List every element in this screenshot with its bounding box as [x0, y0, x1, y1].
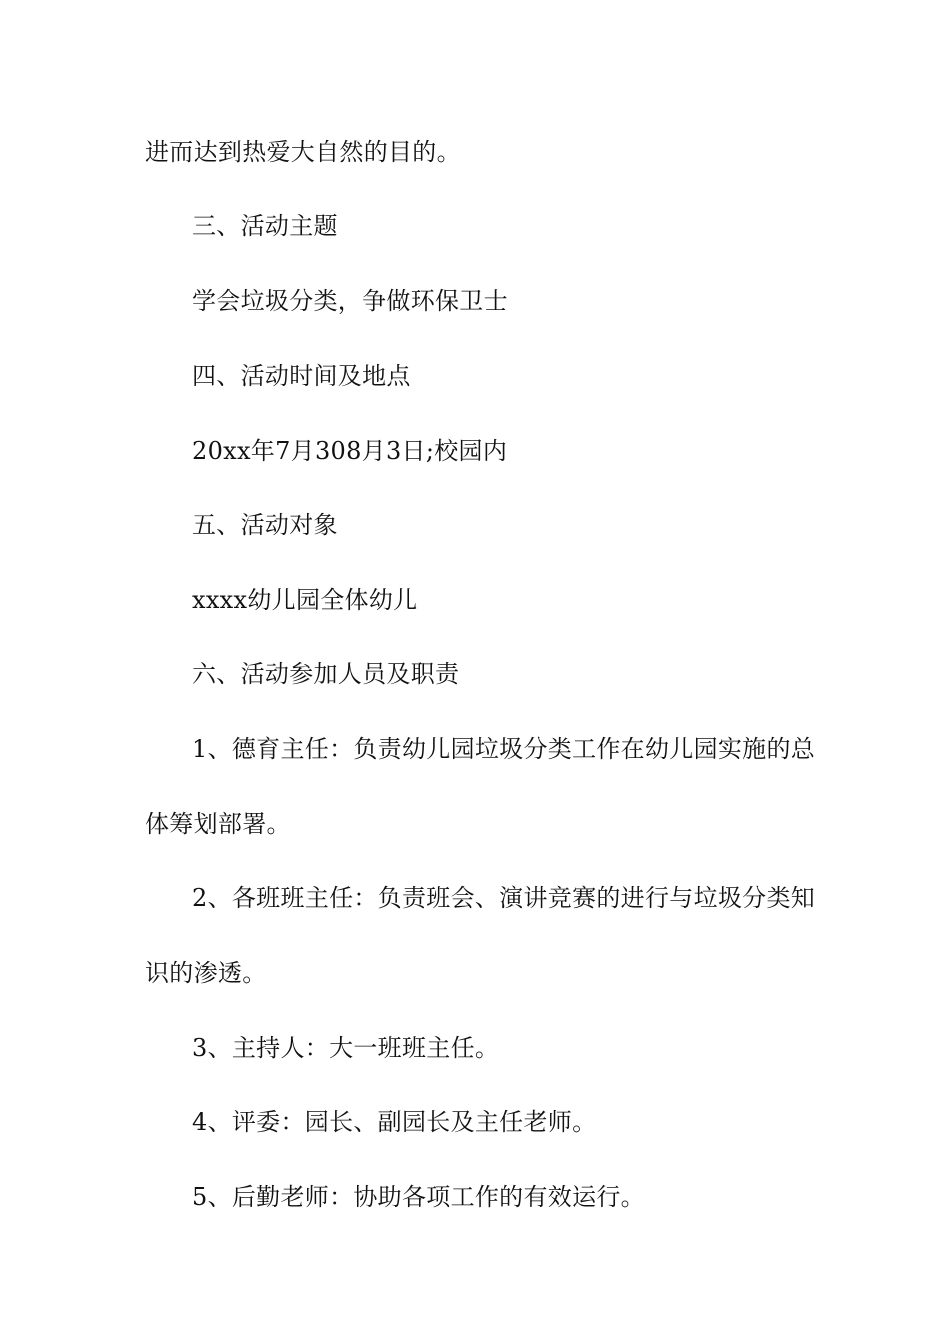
paragraph-line-continuation: 进而达到热爱大自然的目的。 [145, 138, 461, 166]
duty-item-5: 5、后勤老师：协助各项工作的有效运行。 [192, 1183, 645, 1211]
duty-item-4: 4、评委：园长、副园长及主任老师。 [192, 1108, 597, 1136]
duty-item-3: 3、主持人：大一班班主任。 [192, 1034, 500, 1062]
duty-item-2-continuation: 识的渗透。 [145, 959, 267, 987]
participants-text: xxxx幼儿园全体幼儿 [192, 586, 418, 614]
section-heading-time-place: 四、活动时间及地点 [192, 362, 411, 390]
section-heading-theme: 三、活动主题 [192, 212, 338, 240]
duty-item-1-continuation: 体筹划部署。 [145, 810, 291, 838]
section-heading-staff-duties: 六、活动参加人员及职责 [192, 660, 460, 688]
duty-item-1: 1、德育主任：负责幼儿园垃圾分类工作在幼儿园实施的总 [192, 735, 816, 763]
time-place-text: 20xx年7月308月3日;校园内 [192, 437, 508, 465]
theme-text: 学会垃圾分类，争做环保卫士 [192, 287, 508, 315]
section-heading-participants: 五、活动对象 [192, 511, 338, 539]
duty-item-2: 2、各班班主任：负责班会、演讲竞赛的进行与垃圾分类知 [192, 884, 816, 912]
